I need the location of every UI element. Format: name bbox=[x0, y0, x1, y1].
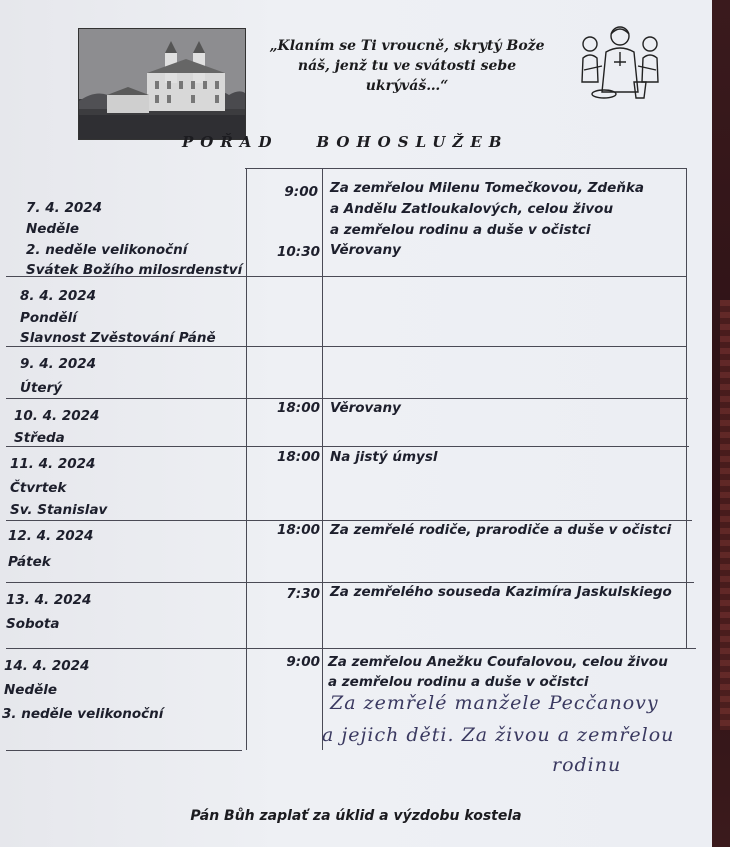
background-edge bbox=[712, 0, 730, 847]
mass-time: 10:30 bbox=[277, 244, 320, 260]
day-label: Čtvrtek bbox=[10, 480, 67, 496]
day-date: 10. 4. 2024 bbox=[14, 408, 100, 424]
mass-time: 18:00 bbox=[277, 449, 320, 465]
handwritten-intention: Za zemřelé manžele Pecčanovy bbox=[330, 692, 659, 714]
day-date: 8. 4. 2024 bbox=[20, 288, 97, 304]
day-label: Neděle bbox=[26, 221, 80, 237]
mass-time: 18:00 bbox=[277, 522, 320, 538]
row-divider bbox=[6, 648, 696, 649]
day-label: Středa bbox=[14, 430, 65, 446]
quote-line: „Klaním se Ti vroucně, skrytý Bože bbox=[269, 38, 545, 54]
column-divider bbox=[322, 168, 323, 750]
day-date: 14. 4. 2024 bbox=[4, 658, 90, 674]
title-word: BOHOSLUŽEB bbox=[316, 133, 509, 151]
column-divider bbox=[246, 168, 247, 750]
intention-text: Za zemřelou Milenu Tomečkovou, Zdeňka bbox=[330, 180, 645, 196]
header-quote bbox=[262, 36, 552, 96]
intention-text: Za zemřelého souseda Kazimíra Jaskulskiego bbox=[330, 584, 672, 600]
mass-time: 7:30 bbox=[286, 586, 320, 602]
mass-time: 18:00 bbox=[277, 400, 320, 416]
intention-text: Za zemřelou Anežku Coufalovou, celou živou bbox=[328, 654, 668, 670]
table-border-bottom bbox=[6, 750, 242, 751]
table-border-right bbox=[686, 168, 687, 648]
church-photo bbox=[78, 28, 246, 140]
day-label: Sv. Stanislav bbox=[10, 502, 108, 518]
day-label: Sobota bbox=[6, 616, 60, 632]
day-date: 13. 4. 2024 bbox=[6, 592, 92, 608]
day-date: 9. 4. 2024 bbox=[20, 356, 97, 372]
day-label: Úterý bbox=[20, 380, 63, 396]
intention-text: a zemřelou rodinu a duše v očistci bbox=[328, 674, 589, 690]
title-word: POŘAD bbox=[182, 133, 279, 151]
day-label: Pátek bbox=[8, 554, 51, 570]
day-label: Pondělí bbox=[20, 310, 77, 326]
page-title bbox=[182, 133, 508, 151]
day-date: 7. 4. 2024 bbox=[26, 200, 103, 216]
intention-text: a zemřelou rodinu a duše v očistci bbox=[330, 222, 591, 238]
intention-text: Věrovany bbox=[330, 242, 401, 258]
mass-time: 9:00 bbox=[284, 184, 318, 200]
intention-text: a Andělu Zatloukalových, celou živou bbox=[330, 201, 614, 217]
footer-note: Pán Bůh zaplať za úklid a výzdobu kostela bbox=[190, 808, 522, 824]
day-label: Slavnost Zvěstování Páně bbox=[20, 330, 216, 346]
day-date: 11. 4. 2024 bbox=[10, 456, 96, 472]
table-border-top bbox=[245, 168, 686, 169]
jesus-with-children-illustration bbox=[574, 22, 666, 104]
mass-time: 9:00 bbox=[286, 654, 320, 670]
intention-text: Věrovany bbox=[330, 400, 401, 416]
day-date: 12. 4. 2024 bbox=[8, 528, 94, 544]
day-label: Svátek Božího milosrdenství bbox=[26, 262, 243, 278]
intention-text: Za zemřelé rodiče, prarodiče a duše v očistci bbox=[330, 522, 672, 538]
day-label: Neděle bbox=[4, 682, 58, 698]
quote-line: ukrýváš…“ bbox=[365, 78, 449, 94]
day-label: 2. neděle velikonoční bbox=[26, 242, 188, 258]
intention-text: Na jistý úmysl bbox=[330, 449, 438, 465]
quote-line: náš, jenž tu ve svátosti sebe bbox=[297, 58, 517, 74]
handwritten-intention: rodinu bbox=[552, 754, 622, 776]
handwritten-intention: a jejich děti. Za živou a zemřelou bbox=[322, 724, 675, 746]
day-label: 3. neděle velikonoční bbox=[2, 706, 164, 722]
